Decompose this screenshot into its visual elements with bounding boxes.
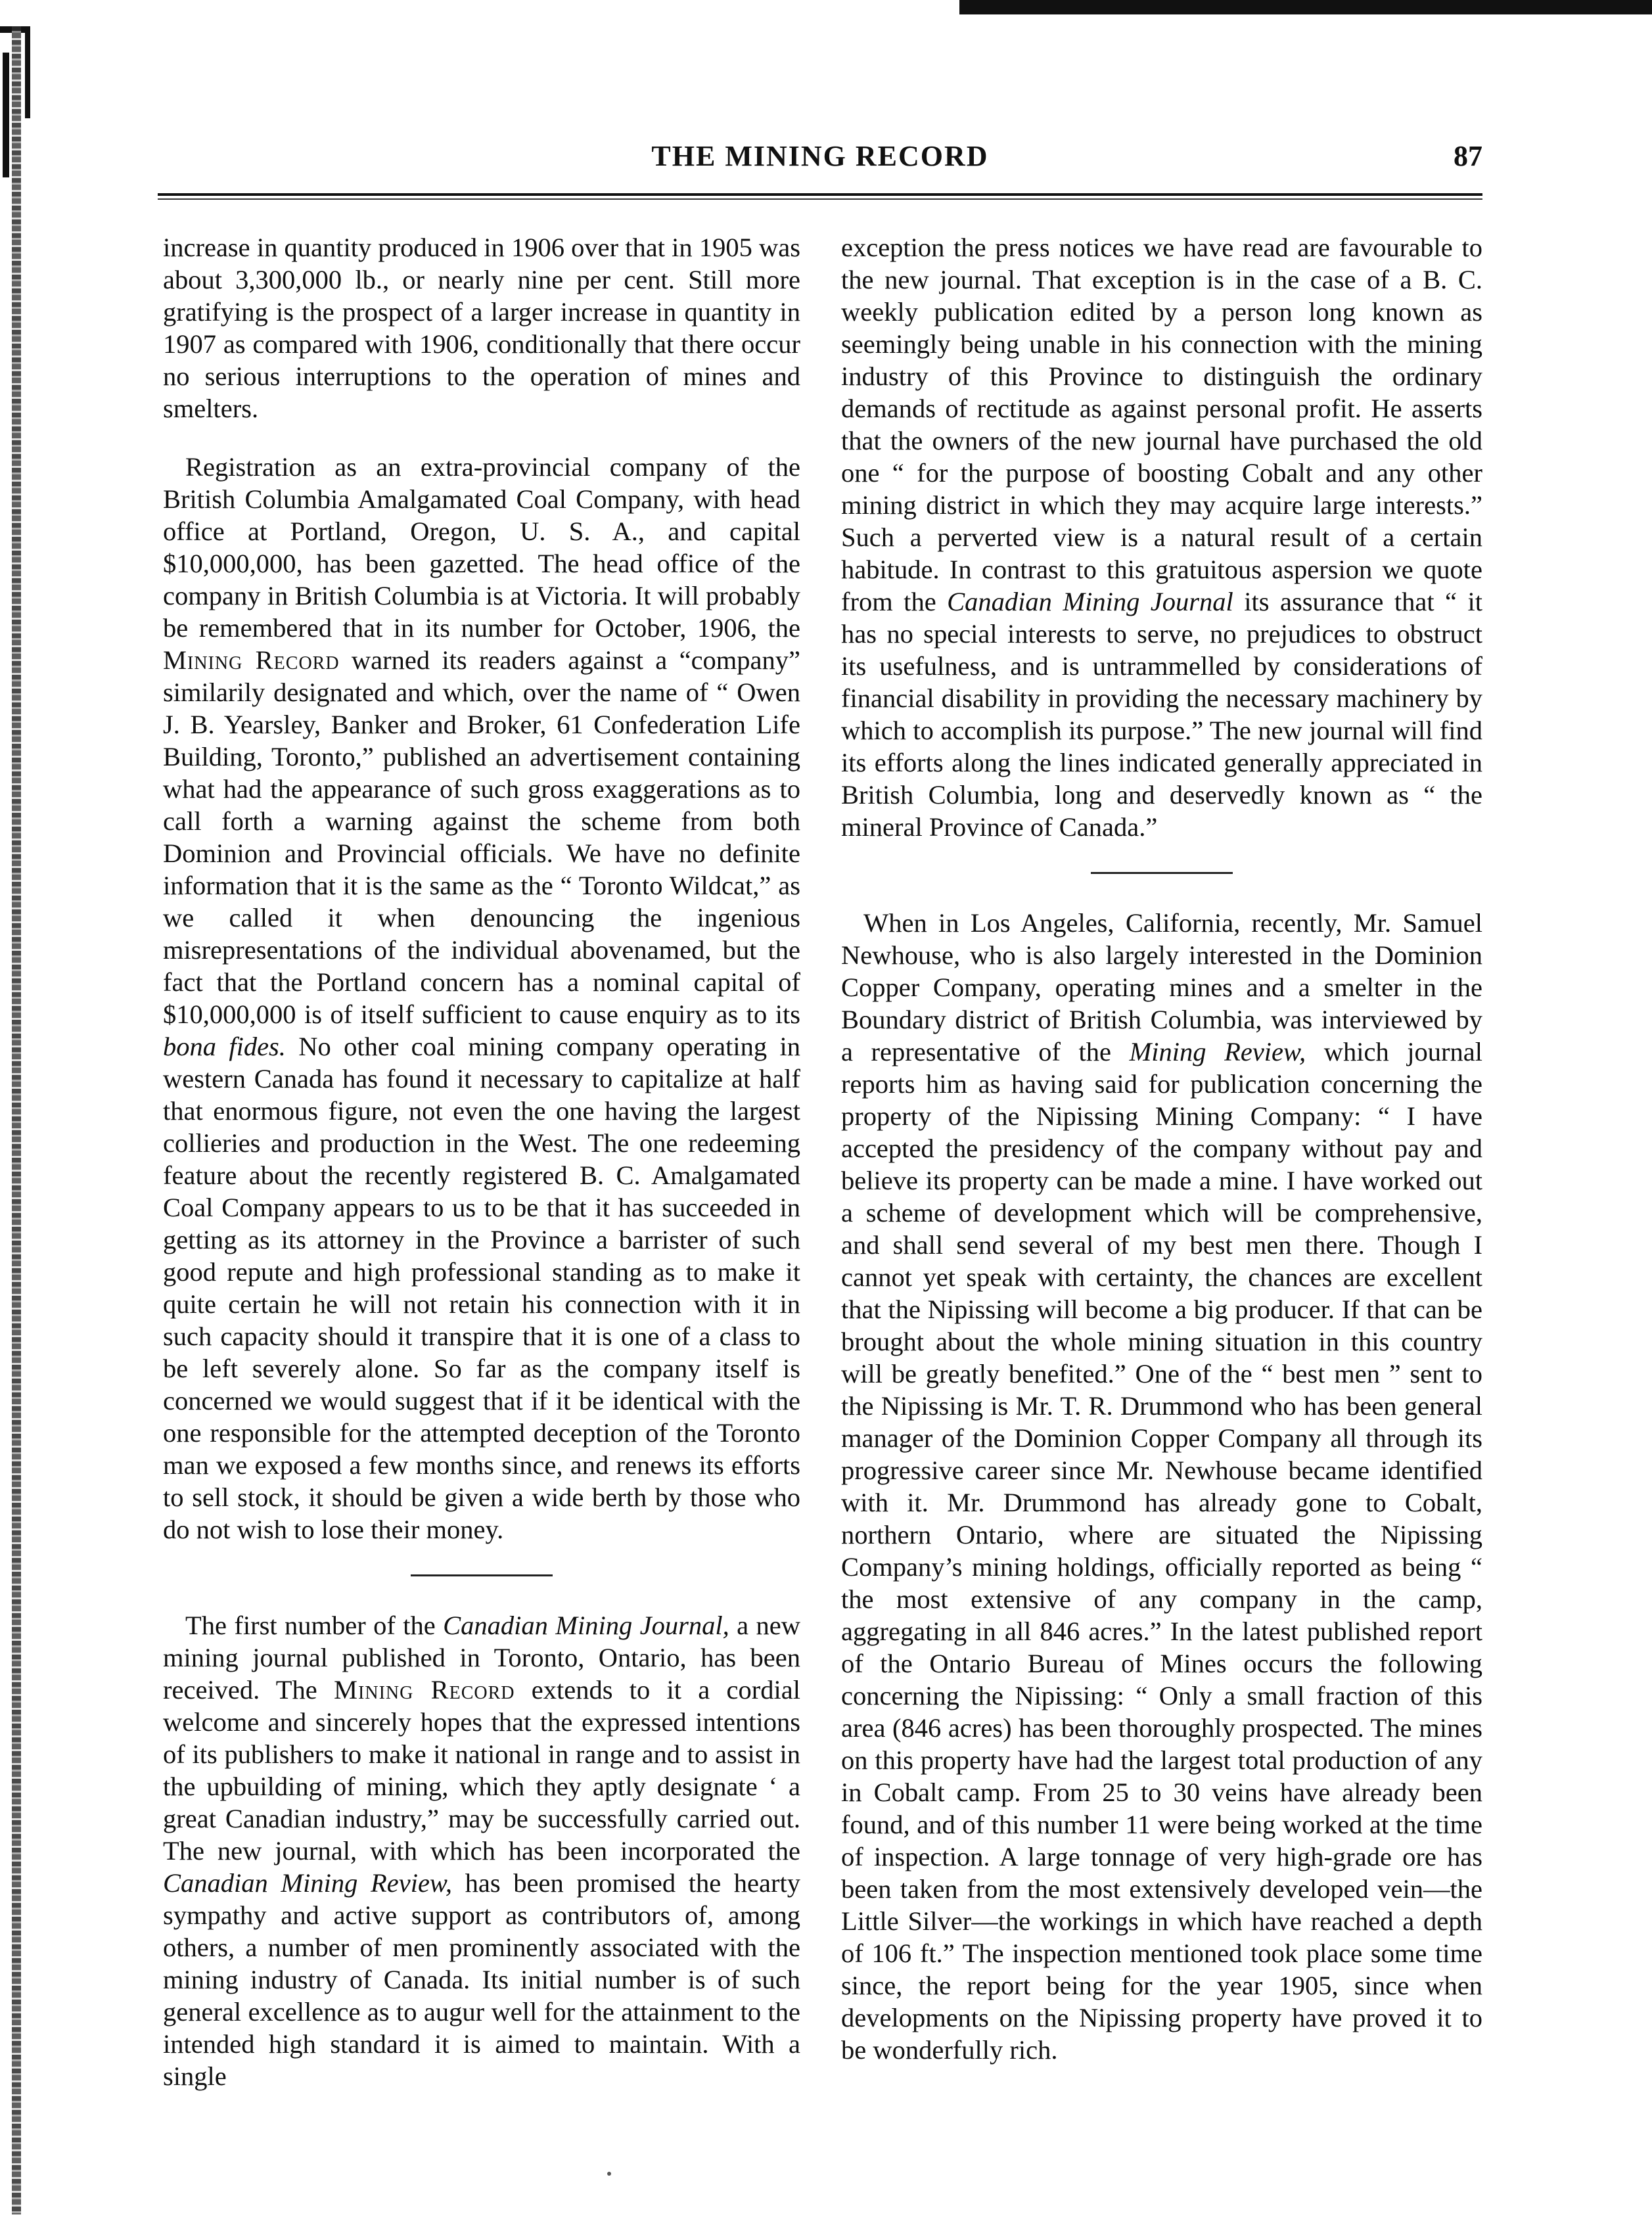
publication-name: Canadian Mining Journal <box>947 587 1233 616</box>
paragraph-text: which journal reports him as having said for publication concerning the property of the Nipissing Mining Company: “ I have accepted the presidency of the company without pay and believe its property can be made a mine. I have worked out a scheme of development which will be comprehensive, and shall send several of my best men there. Though I cannot yet speak with certainty, the chances are excellent that the Nipissing will become a big producer. If that can be brought about the whole mining situation in this country will be greatly benefited.” One of the “ best men ” sent to the Nipissing is Mr. T. R. Drummond who has been general manager of the Dominion Copper Company all through its progressive career since Mr. Newhouse became identified with it. Mr. Drummond has already gone to Cobalt, northern Ontario, where are situated the Nipissing Company’s mining holdings, officially reported as being “ the most extensive of any company in the camp, aggregating in all 846 acres.” In the latest published report of the Ontario Bureau of Mines occurs the following concerning the Nipissing: “ Only a small fraction of this area (846 acres) has been thoroughly prospected. The mines on this property have had the largest total production of any in Cobalt camp. From 25 to 30 veins have already been found, and of this number 11 were being worked at the time of inspection. A large tonnage of very high-grade ore has been taken from the most extensively developed vein—the Little Silver—the workings in which have reached a depth of 106 ft.” The inspection mentioned took place some time since, the report being for the year 1905, since when developments on the Nipissing property have proved it to be wonderfully rich. <box>841 1037 1482 2065</box>
header-rule <box>158 193 1482 200</box>
paragraph-new-journal <box>163 1609 800 2092</box>
publication-name: Canadian Mining Review, <box>163 1868 453 1898</box>
left-column <box>163 231 800 2092</box>
right-column <box>841 231 1482 2066</box>
paragraph-text: The first number of the <box>185 1611 444 1640</box>
paragraph-text: its assurance that “ it has no special interests to serve, no prejudices to obstruct its usefulness, and is untrammelled by considerations of financial disability in providing the necessary machinery by which to accomplish its purpose.” The new journal will find its efforts along the lines indicated generally appreciated in British Columbia, long and deservedly known as “ the mineral Province of Canada.” <box>841 587 1482 842</box>
section-divider <box>1091 872 1233 874</box>
paragraph-gap <box>163 424 800 451</box>
section-divider <box>411 1574 553 1576</box>
paragraph-text: warned its readers against a “company” similarily designated and which, over the name of “ Owen J. B. Yearsley, Banker and Broker, 61 Confederation Life Building, Toronto,” published an advertisement containing what had the appearance of such gross exaggerations as to call forth a warning against the scheme from both Dominion and Provincial officials. We have no definite information that it is the same as the “ Toronto Wildcat,” as we called it when denouncing the ingenious misrepresentations of the individual abovenamed, but the fact that the Portland concern has a nominal capital of $10,000,000 is of itself sufficient to cause enquiry as to its <box>163 645 800 1029</box>
running-title: THE MINING RECORD <box>651 140 989 172</box>
paragraph-nipissing <box>841 907 1482 2066</box>
page-number: 87 <box>1454 140 1482 172</box>
paragraph-text: Registration as an extra-provincial company of the British Columbia Amalgamated Coal Company, with head office at Portland, Oregon, U. S. A., and capital $10,000,000, has been gazetted. The head office of the company in British Columbia is at Victoria. It will probably be remembered that in its number for October, 1906, the <box>163 452 800 643</box>
scan-binding-edge <box>0 26 47 2214</box>
paragraph-text: has been promised the hearty sympathy and active support as contributors of, among others, a number of men prominently associated with the mining industry of Canada. Its initial number is of such general excellence as to augur well for the attainment to the intended high standard it is aimed to maintain. With a single <box>163 1868 801 2091</box>
binding-stub-mark <box>3 53 9 177</box>
scan-top-rule <box>959 0 1652 14</box>
paragraph-text: increase in quantity produced in 1906 over that in 1905 was about 3,300,000 lb., or nearly nine per cent. Still more gratifying is the prospect of a larger increase in quantity in 1907 as compared with 1906, conditionally that there occur no serious interruptions to the operation of mines and smelters. <box>163 233 800 423</box>
paragraph-production-increase <box>163 231 800 424</box>
binding-bar <box>12 26 21 2214</box>
paragraph-journal-continuation <box>841 231 1482 843</box>
publication-name: Mining Record <box>334 1675 515 1705</box>
page-header <box>158 139 1482 192</box>
paragraph-coal-company-registration <box>163 451 800 1546</box>
paragraph-text: extends to it a cordial welcome and sincerely hopes that the expressed intentions of its publishers to make it national in range and to assist in the upbuilding of mining, which they aptly designate ‘ a great Canadian industry,” may be successfully carried out. The new journal, with which has been incorporated the <box>163 1675 800 1866</box>
paragraph-text: exception the press notices we have read are favourable to the new journal. That exception is in the case of a B. C. weekly publication edited by a person long known as seemingly being unable in his connection with the mining industry of this Province to distinguish the ordinary demands of rectitude as against personal profit. He asserts that the owners of the new journal have purchased the old one “ for the purpose of boosting Cobalt and any other mining district in which they may acquire large interests.” Such a perverted view is a natural result of a certain habitude. In contrast to this gratuitous aspersion we quote from the <box>841 233 1482 616</box>
publication-name: Canadian Mining Journal, <box>443 1611 729 1640</box>
paragraph-text: a new mining journal published in Toronto, Ontario, has been received. The <box>163 1611 800 1705</box>
publication-name: Mining Record <box>163 645 340 675</box>
publication-name: Mining Review, <box>1129 1037 1306 1066</box>
paragraph-text: No other coal mining company operating in western Canada has found it necessary to capitalize at half that enormous figure, not even the one having the largest collieries and production in the West. The one redeeming feature about the recently registered B. C. Amalgamated Coal Company appears to us to be that it has succeeded in getting as its attorney in the Province a barrister of such good repute and high professional standing as to make it quite certain he will not retain his connection with it in such capacity should it transpire that it is one of a class to be left severely alone. So far as the company itself is concerned we would suggest that if it be identical with the one responsible for the attempted deception of the Toronto man we exposed a few months since, and renews its efforts to sell stock, it should be given a wide berth by those who do not wish to lose their money. <box>163 1032 800 1544</box>
scan-speck <box>607 2172 611 2176</box>
paragraph-text: When in Los Angeles, California, recently, Mr. Samuel Newhouse, who is also largely interested in the Dominion Copper Company, operating mines and a smelter in the Boundary district of British Columbia, was interviewed by a representative of the <box>841 908 1482 1066</box>
italic-phrase: bona fides. <box>163 1032 286 1061</box>
